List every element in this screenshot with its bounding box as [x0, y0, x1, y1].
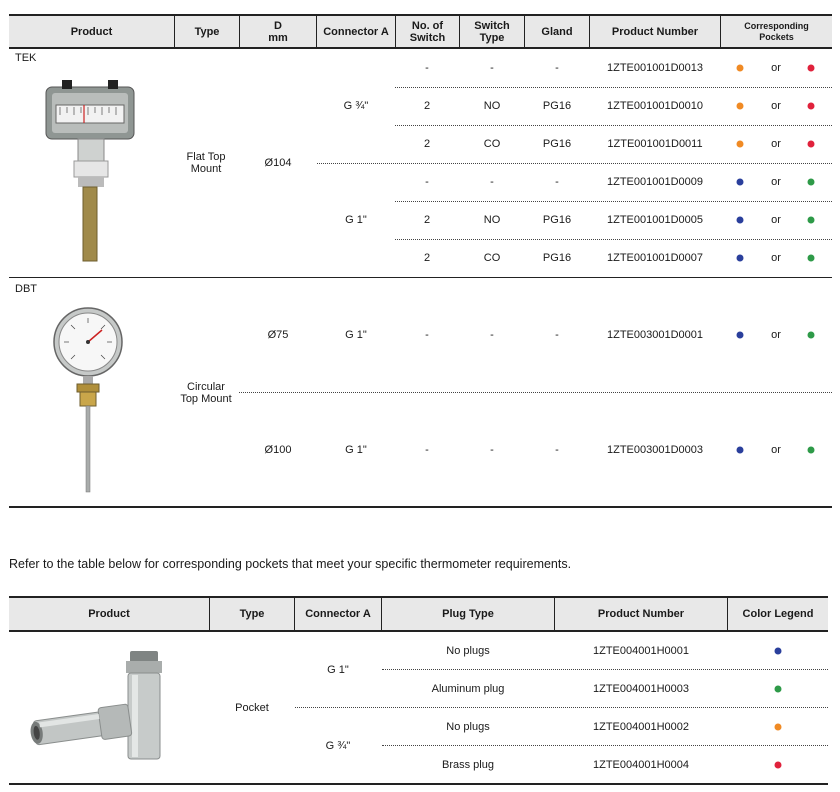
- table1-header-bottom-border: [9, 47, 832, 49]
- or-label: or: [771, 329, 781, 341]
- product-number: 1ZTE001001D0007: [606, 252, 704, 264]
- switch-count: 2: [423, 252, 431, 264]
- gland: -: [555, 62, 559, 74]
- col-divider: [209, 598, 210, 630]
- plug-type: Brass plug: [442, 759, 494, 771]
- connector-value: G 1": [345, 329, 367, 341]
- row-separator: [317, 163, 832, 164]
- col-d: D mm: [268, 19, 288, 44]
- product-number: 1ZTE001001D0013: [606, 62, 704, 74]
- legend-color-dot: [775, 648, 782, 655]
- or-label: or: [771, 138, 781, 150]
- type-circular-top-mount: Circular Top Mount: [180, 381, 232, 405]
- gland: PG16: [542, 214, 572, 226]
- connector-g34: G ¾": [343, 100, 369, 112]
- t2-col-plug-type: Plug Type: [442, 608, 494, 620]
- pocket-color-dot: [808, 332, 815, 339]
- plug-type: No plugs: [446, 721, 490, 733]
- col-product: Product: [70, 25, 113, 38]
- col-divider: [239, 16, 240, 47]
- gland: PG16: [542, 100, 572, 112]
- product-number: 1ZTE001001D0009: [606, 176, 704, 188]
- pocket-color-dot: [808, 65, 815, 72]
- product-number: 1ZTE001001D0005: [606, 214, 704, 226]
- t2-connector-g34: G ¾": [325, 740, 351, 752]
- col-gland: Gland: [541, 25, 573, 38]
- table2-bottom-border: [9, 783, 828, 785]
- legend-color-dot: [775, 724, 782, 731]
- pocket-color-dot: [737, 447, 744, 454]
- pocket-color-dot: [808, 447, 815, 454]
- product-number: 1ZTE004001H0003: [592, 683, 690, 695]
- pocket-color-dot: [737, 217, 744, 224]
- gland: PG16: [542, 252, 572, 264]
- switch-count: -: [425, 329, 429, 341]
- pocket-color-dot: [808, 103, 815, 110]
- row-separator: [382, 745, 828, 746]
- col-connector: Connector A: [323, 25, 389, 38]
- col-divider: [589, 16, 590, 47]
- pocket-color-dot: [737, 332, 744, 339]
- row-separator: [239, 392, 832, 393]
- t2-type-pocket: Pocket: [235, 702, 269, 714]
- switch-count: -: [425, 444, 429, 456]
- switch-type: -: [490, 176, 494, 188]
- t2-col-type: Type: [239, 608, 265, 620]
- table1-bottom-border: [9, 506, 832, 508]
- switch-type: -: [490, 329, 494, 341]
- or-label: or: [771, 214, 781, 226]
- switch-count: 2: [423, 214, 431, 226]
- pocket-color-dot: [737, 255, 744, 262]
- group-divider: [9, 277, 832, 278]
- table2-header-bottom-border: [9, 630, 828, 632]
- d-value: Ø100: [264, 444, 292, 456]
- or-label: or: [771, 62, 781, 74]
- t2-col-product: Product: [88, 608, 130, 620]
- pocket-color-dot: [737, 141, 744, 148]
- pocket-color-dot: [808, 255, 815, 262]
- type-flat-top-mount: Flat Top Mount: [186, 151, 226, 175]
- switch-type: NO: [483, 100, 501, 112]
- pocket-color-dot: [808, 141, 815, 148]
- legend-color-dot: [775, 686, 782, 693]
- group-name-dbt: DBT: [15, 283, 37, 295]
- switch-count: 2: [423, 138, 431, 150]
- or-label: or: [771, 100, 781, 112]
- pocket-color-dot: [737, 179, 744, 186]
- switch-type: NO: [483, 214, 501, 226]
- gland: -: [555, 329, 559, 341]
- switch-type: -: [490, 62, 494, 74]
- col-divider: [727, 598, 728, 630]
- t2-col-product-number: Product Number: [597, 608, 685, 620]
- product-number: 1ZTE001001D0011: [607, 138, 703, 150]
- pocket-color-dot: [737, 103, 744, 110]
- row-separator: [395, 239, 832, 240]
- gland: -: [555, 444, 559, 456]
- col-switch-count: No. of Switch: [409, 19, 446, 44]
- intro-text: Refer to the table below for corresponding pockets that meet your specific thermometer requirements.: [9, 557, 572, 571]
- switch-type: CO: [483, 138, 501, 150]
- col-divider: [395, 16, 396, 47]
- connector-value: G 1": [345, 444, 367, 456]
- row-separator: [395, 87, 832, 88]
- legend-color-dot: [775, 762, 782, 769]
- switch-count: 2: [423, 100, 431, 112]
- row-separator: [295, 707, 828, 708]
- col-product-number: Product Number: [611, 25, 699, 38]
- row-separator: [395, 201, 832, 202]
- product-number: 1ZTE001001D0010: [606, 100, 704, 112]
- or-label: or: [771, 176, 781, 188]
- t2-col-legend: Color Legend: [742, 608, 814, 620]
- product-number: 1ZTE004001H0001: [592, 645, 690, 657]
- gland: PG16: [542, 138, 572, 150]
- col-divider: [720, 16, 721, 47]
- col-divider: [554, 598, 555, 630]
- pocket-image: [28, 645, 168, 765]
- d-value-tek: Ø104: [264, 157, 292, 169]
- row-separator: [395, 125, 832, 126]
- dbt-thermometer-image: [50, 306, 126, 496]
- switch-type: -: [490, 444, 494, 456]
- pocket-color-dot: [737, 65, 744, 72]
- col-type: Type: [194, 25, 220, 38]
- connector-g1: G 1": [345, 214, 367, 226]
- col-switch-type: Switch Type: [474, 19, 510, 44]
- switch-type: CO: [483, 252, 501, 264]
- product-number: 1ZTE004001H0004: [592, 759, 690, 771]
- or-label: or: [771, 252, 781, 264]
- col-divider: [381, 598, 382, 630]
- col-pockets: Corresponding Pockets: [744, 20, 809, 42]
- d-value: Ø75: [267, 329, 289, 341]
- product-number: 1ZTE003001D0003: [606, 444, 704, 456]
- product-number: 1ZTE004001H0002: [592, 721, 690, 733]
- switch-count: -: [425, 62, 429, 74]
- t2-col-connector: Connector A: [305, 608, 371, 620]
- pocket-color-dot: [808, 217, 815, 224]
- col-divider: [174, 16, 175, 47]
- gland: -: [555, 176, 559, 188]
- col-divider: [294, 598, 295, 630]
- switch-count: -: [425, 176, 429, 188]
- col-divider: [524, 16, 525, 47]
- pocket-color-dot: [808, 179, 815, 186]
- col-divider: [459, 16, 460, 47]
- row-separator: [382, 669, 828, 670]
- plug-type: No plugs: [446, 645, 490, 657]
- product-number: 1ZTE003001D0001: [606, 329, 704, 341]
- tek-thermometer-image: [40, 75, 140, 265]
- group-name-tek: TEK: [15, 52, 37, 64]
- or-label: or: [771, 444, 781, 456]
- col-divider: [316, 16, 317, 47]
- t2-connector-g1: G 1": [327, 664, 349, 676]
- plug-type: Aluminum plug: [431, 683, 505, 695]
